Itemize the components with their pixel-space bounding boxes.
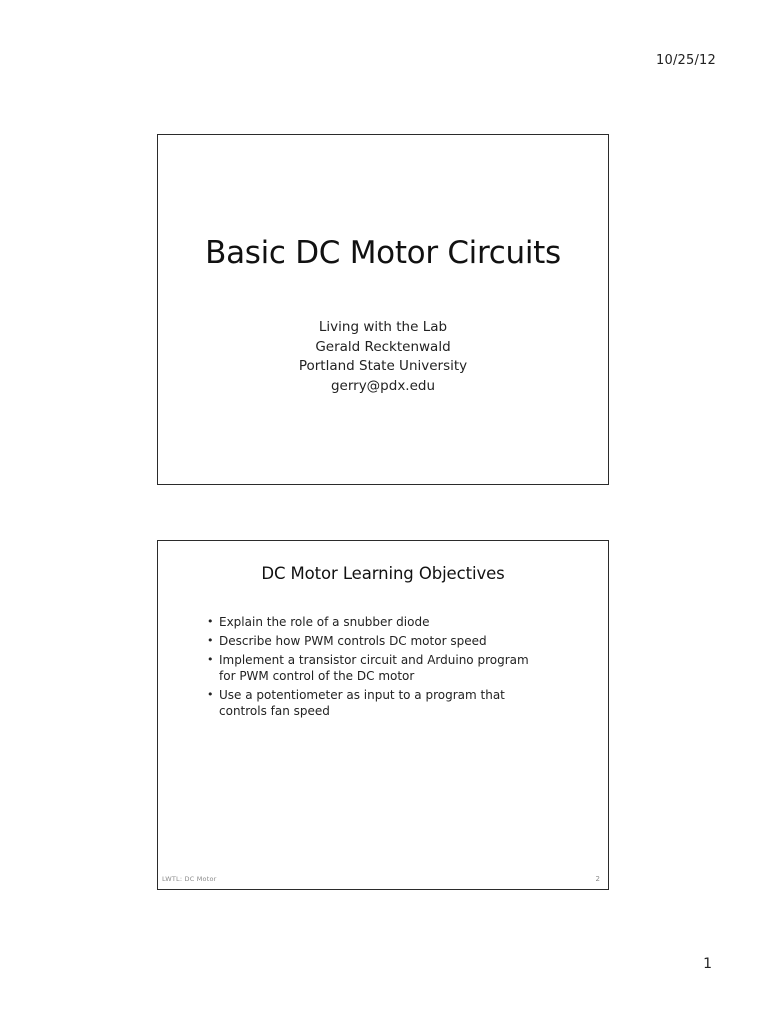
slide-number: 2 xyxy=(595,875,600,883)
list-item xyxy=(207,652,547,684)
list-item xyxy=(207,633,547,649)
slide-title: Basic DC Motor Circuits xyxy=(205,235,561,271)
title-slide xyxy=(157,134,609,485)
bullet-icon: • xyxy=(207,653,214,666)
author-affiliation: Portland State University xyxy=(298,358,468,374)
objectives-slide xyxy=(157,540,609,890)
slide-heading: DC Motor Learning Objectives xyxy=(261,564,505,583)
author-block xyxy=(158,318,608,396)
author-name: Gerald Recktenwald xyxy=(315,338,451,355)
bullet-icon: • xyxy=(207,688,214,701)
objectives-list xyxy=(207,614,547,722)
list-item-text: Describe how PWM controls DC motor speed xyxy=(219,634,487,648)
list-item-text: Implement a transistor circuit and Arduino program for PWM control of the DC motor xyxy=(219,653,529,683)
bullet-icon: • xyxy=(207,615,214,628)
page-date: 10/25/12 xyxy=(656,53,716,68)
list-item-text: Explain the role of a snubber diode xyxy=(219,615,430,629)
list-item-text: Use a potentiometer as input to a program that controls fan speed xyxy=(219,688,505,718)
list-item xyxy=(207,614,547,630)
course-name: Living with the Lab xyxy=(318,319,448,335)
list-item xyxy=(207,687,547,719)
bullet-icon: • xyxy=(207,634,214,647)
author-email: gerry@pdx.edu xyxy=(330,377,436,394)
slide-footer-title: LWTL: DC Motor xyxy=(162,875,217,883)
page-number: 1 xyxy=(703,956,712,972)
